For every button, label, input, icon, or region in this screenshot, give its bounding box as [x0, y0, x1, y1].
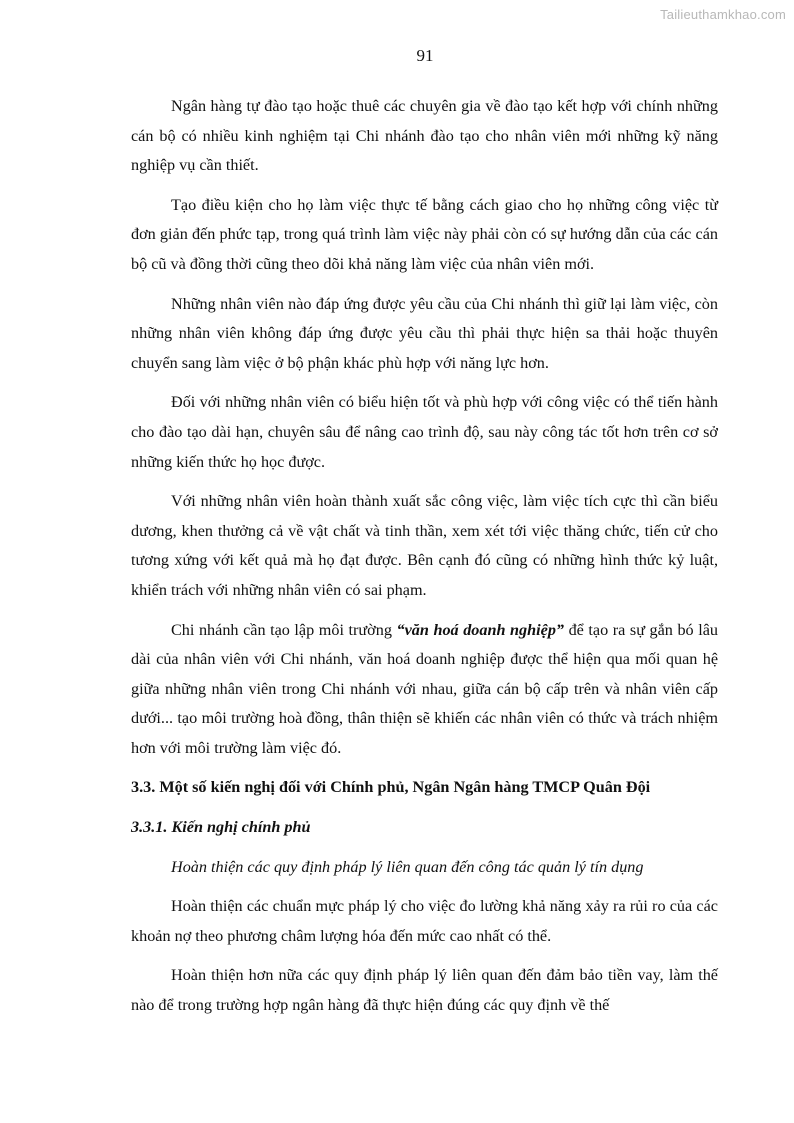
paragraph: Đối với những nhân viên có biểu hiện tốt và phù hợp với công việc có thể tiến hành cho đào tạo dài hạn, chuyên sâu để nâng cao trình độ, sau này công tác tốt hơn trên cơ sở những kiến thức họ học được.: [131, 393, 718, 471]
paragraph: Với những nhân viên hoàn thành xuất sắc công việc, làm việc tích cực thì cần biểu dương, khen thưởng cả về vật chất và tinh thần, xem xét tới việc thăng chức, tiến cử cho tương xứng với kết quả mà họ đạt được. Bên cạnh đó cũng có những hình thức kỷ luật, khiển trách với những nhân viên có sai phạm.: [131, 492, 718, 599]
emphasized-phrase: “văn hoá doanh nghiệp”: [396, 620, 565, 639]
paragraph: Hoàn thiện các chuẩn mực pháp lý cho việc đo lường khả năng xảy ra rủi ro của các khoản nợ theo phương châm lượng hóa đến mức cao nhất có thể.: [131, 897, 718, 945]
subsection-heading: 3.3.1. Kiến nghị chính phủ: [131, 818, 311, 837]
page-number: 91: [416, 46, 434, 65]
paragraph-text: Chi nhánh cần tạo lập môi trường: [171, 620, 397, 639]
paragraph: Tạo điều kiện cho họ làm việc thực tế bằng cách giao cho họ những công việc từ đơn giản đến phức tạp, trong quá trình làm việc này phải còn có sự hướng dẫn của các cán bộ cũ và đồng thời cũng theo dõi khả năng làm việc của nhân viên mới.: [131, 195, 718, 273]
section-heading: 3.3. Một số kiến nghị đối với Chính phủ, Ngân Ngân hàng TMCP Quân Đội: [131, 778, 651, 797]
document-body: [131, 92, 718, 1021]
watermark: Tailieuthamkhao.com: [660, 7, 786, 22]
paragraph: Ngân hàng tự đào tạo hoặc thuê các chuyên gia về đào tạo kết hợp với chính những cán bộ có nhiều kinh nghiệm tại Chi nhánh đào tạo cho nhân viên mới những kỹ năng nghiệp vụ cần thiết.: [131, 97, 718, 175]
paragraph: Những nhân viên nào đáp ứng được yêu cầu của Chi nhánh thì giữ lại làm việc, còn những nhân viên không đáp ứng được yêu cầu thì phải thực hiện sa thải hoặc thuyên chuyển sang làm việc ở bộ phận khác phù hợp với năng lực hơn.: [131, 294, 718, 372]
italic-lead: Hoàn thiện các quy định pháp lý liên quan đến công tác quản lý tín dụng: [171, 857, 644, 876]
paragraph: Hoàn thiện hơn nữa các quy định pháp lý liên quan đến đảm bảo tiền vay, làm thế nào để trong trường hợp ngân hàng đã thực hiện đúng các quy định về thế: [131, 966, 718, 1015]
culture-paragraph: [131, 616, 718, 764]
paragraph-text: để tạo ra sự gắn bó lâu dài của nhân viên với Chi nhánh, văn hoá doanh nghiệp được thể hiện qua mối quan hệ giữa những nhân viên trong Chi nhánh với nhau, giữa cán bộ cấp trên và nhân viên cấp dưới... tạo môi trường hoà đồng, thân thiện sẽ khiến các nhân viên có thức và trách nhiệm hơn với môi trường làm việc đó.: [131, 620, 718, 757]
